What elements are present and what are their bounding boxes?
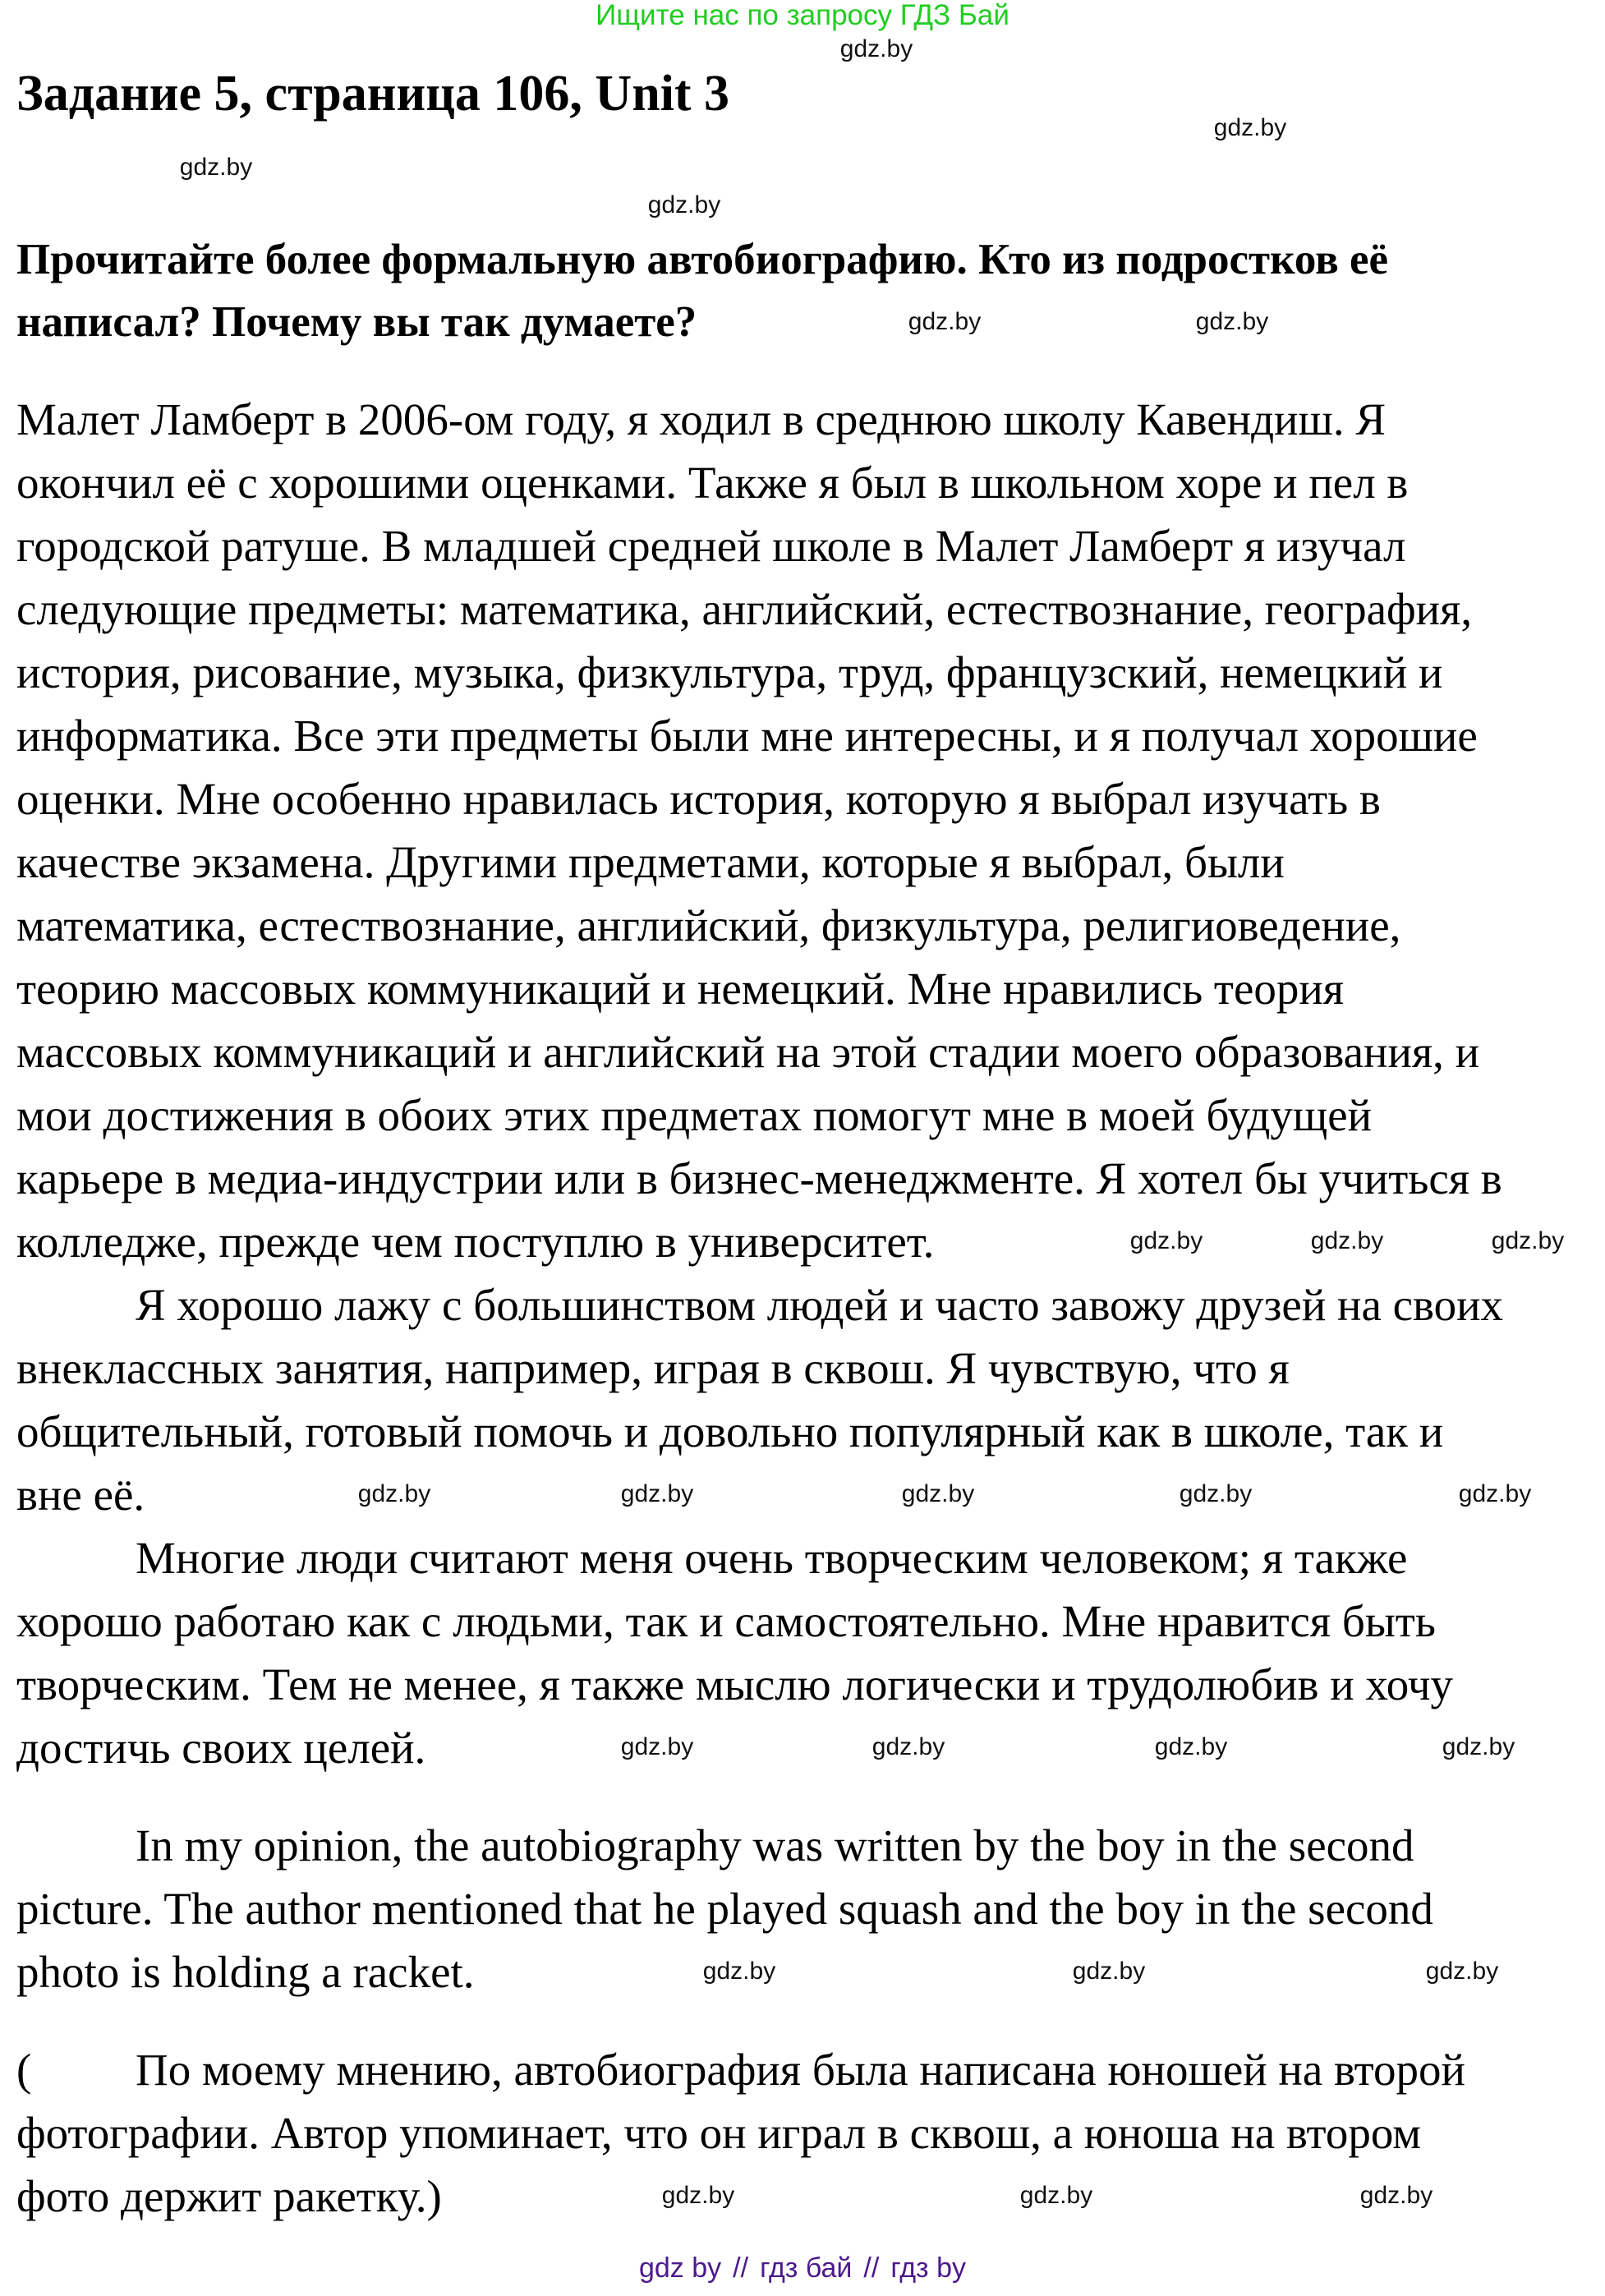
footer-link-gdz-by-ru[interactable]: гдз by <box>890 2252 966 2284</box>
task-question <box>16 228 1388 353</box>
question-line: написал? Почему вы так думаете? <box>16 298 697 346</box>
watermark: gdz.by <box>908 308 982 335</box>
text-line: информатика. Все эти предметы были мне интересны, и я получал хорошие <box>16 711 1478 761</box>
text-line: колледже, прежде чем поступлю в университет. <box>16 1217 935 1267</box>
watermark: gdz.by <box>179 154 253 181</box>
text-line: In my opinion, the autobiography was written by the boy in the second <box>136 1820 1414 1870</box>
text-line: качестве экзамена. Другими предметами, которые я выбрал, были <box>16 837 1285 887</box>
text-line: карьере в медиа-индустрии или в бизнес-менеджменте. Я хотел бы учиться в <box>16 1153 1502 1203</box>
footer-separator: // <box>733 2252 749 2284</box>
footer-link-gdz-bai[interactable]: гдз бай <box>760 2252 853 2284</box>
text-line: вне её. <box>16 1470 145 1520</box>
watermark: gdz.by <box>1359 2182 1433 2209</box>
watermark: gdz.by <box>1213 114 1287 141</box>
answer-text <box>16 388 1503 2228</box>
watermark: gdz.by <box>620 1480 694 1507</box>
text-line: следующие предметы: математика, английский, естествознание, география, <box>16 584 1473 634</box>
footer-links <box>0 2252 1605 2284</box>
text-line: фотографии. Автор упоминает, что он играл в сквош, а юноша на втором <box>16 2108 1422 2158</box>
text-line <box>16 2038 1503 2101</box>
watermark: gdz.by <box>647 191 721 219</box>
text-line: городской ратуше. В младшей средней школе в Малет Ламберт я изучал <box>16 521 1406 571</box>
watermark: gdz.by <box>1491 1227 1565 1254</box>
text-line: массовых коммуникаций и английский на этой стадии моего образования, и <box>16 1027 1480 1077</box>
watermark: gdz.by <box>1310 1227 1384 1254</box>
watermark: gdz.by <box>1129 1227 1203 1254</box>
watermark: gdz.by <box>1072 1958 1146 1985</box>
text-line: окончил её с хорошими оценками. Также я был в школьном хоре и пел в <box>16 458 1409 508</box>
question-line: Прочитайте более формальную автобиографию. Кто из подростков её <box>16 236 1389 283</box>
text-line: Я хорошо лажу с большинством людей и часто завожу друзей на своих <box>136 1280 1504 1330</box>
watermark: gdz.by <box>702 1958 776 1985</box>
text-line: история, рисование, музыка, физкультура, труд, французский, немецкий и <box>16 647 1443 697</box>
watermark: gdz.by <box>839 35 913 62</box>
text-line: photo is holding a racket. <box>16 1947 475 1997</box>
text-line: теорию массовых коммуникаций и немецкий. Мне нравились теория <box>16 964 1345 1014</box>
footer-link-gdz-by[interactable]: gdz by <box>638 2252 722 2284</box>
watermark: gdz.by <box>620 1733 694 1760</box>
text-line: творческим. Тем не менее, я также мыслю логически и трудолюбив и хочу <box>16 1659 1454 1709</box>
text-line: Малет Ламберт в 2006-ом году, я ходил в среднюю школу Кавендиш. Я <box>16 394 1387 444</box>
text-line: picture. The author mentioned that he played squash and the boy in the second <box>16 1884 1433 1934</box>
watermark: gdz.by <box>1179 1480 1253 1507</box>
text-line: общительный, готовый помочь и довольно популярный как в школе, так и <box>16 1406 1444 1456</box>
watermark: gdz.by <box>901 1480 975 1507</box>
text-line: достичь своих целей. <box>16 1723 426 1773</box>
text-line: хорошо работаю как с людьми, так и самостоятельно. Мне нравится быть <box>16 1596 1436 1646</box>
text-line: Многие люди считают меня очень творческим человеком; я также <box>136 1533 1408 1583</box>
text-line: внеклассных занятия, например, играя в сквош. Я чувствую, что я <box>16 1343 1290 1393</box>
page-title: Задание 5, страница 106, Unit 3 <box>16 66 730 122</box>
watermark: gdz.by <box>1425 1958 1499 1985</box>
watermark: gdz.by <box>357 1480 431 1507</box>
watermark: gdz.by <box>1019 2182 1093 2209</box>
watermark: gdz.by <box>1195 308 1269 335</box>
watermark: gdz.by <box>871 1733 945 1760</box>
watermark: gdz.by <box>1154 1733 1228 1760</box>
text-line: математика, естествознание, английский, физкультура, религиоведение, <box>16 900 1401 950</box>
watermark: gdz.by <box>1458 1480 1532 1507</box>
text-line: оценки. Мне особенно нравилась история, которую я выбрал изучать в <box>16 774 1381 824</box>
watermark: gdz.by <box>1442 1733 1515 1760</box>
text-line: фото держит ракетку.) <box>16 2171 442 2221</box>
footer-separator: // <box>863 2252 880 2284</box>
search-banner: Ищите нас по запросу ГДЗ Бай <box>596 0 1009 31</box>
watermark: gdz.by <box>661 2182 735 2209</box>
open-paren: ( <box>16 2045 32 2095</box>
translation-text: По моему мнению, автобиография была написана юношей на второй <box>136 2045 1465 2095</box>
text-line: мои достижения в обоих этих предметах помогут мне в моей будущей <box>16 1090 1373 1140</box>
